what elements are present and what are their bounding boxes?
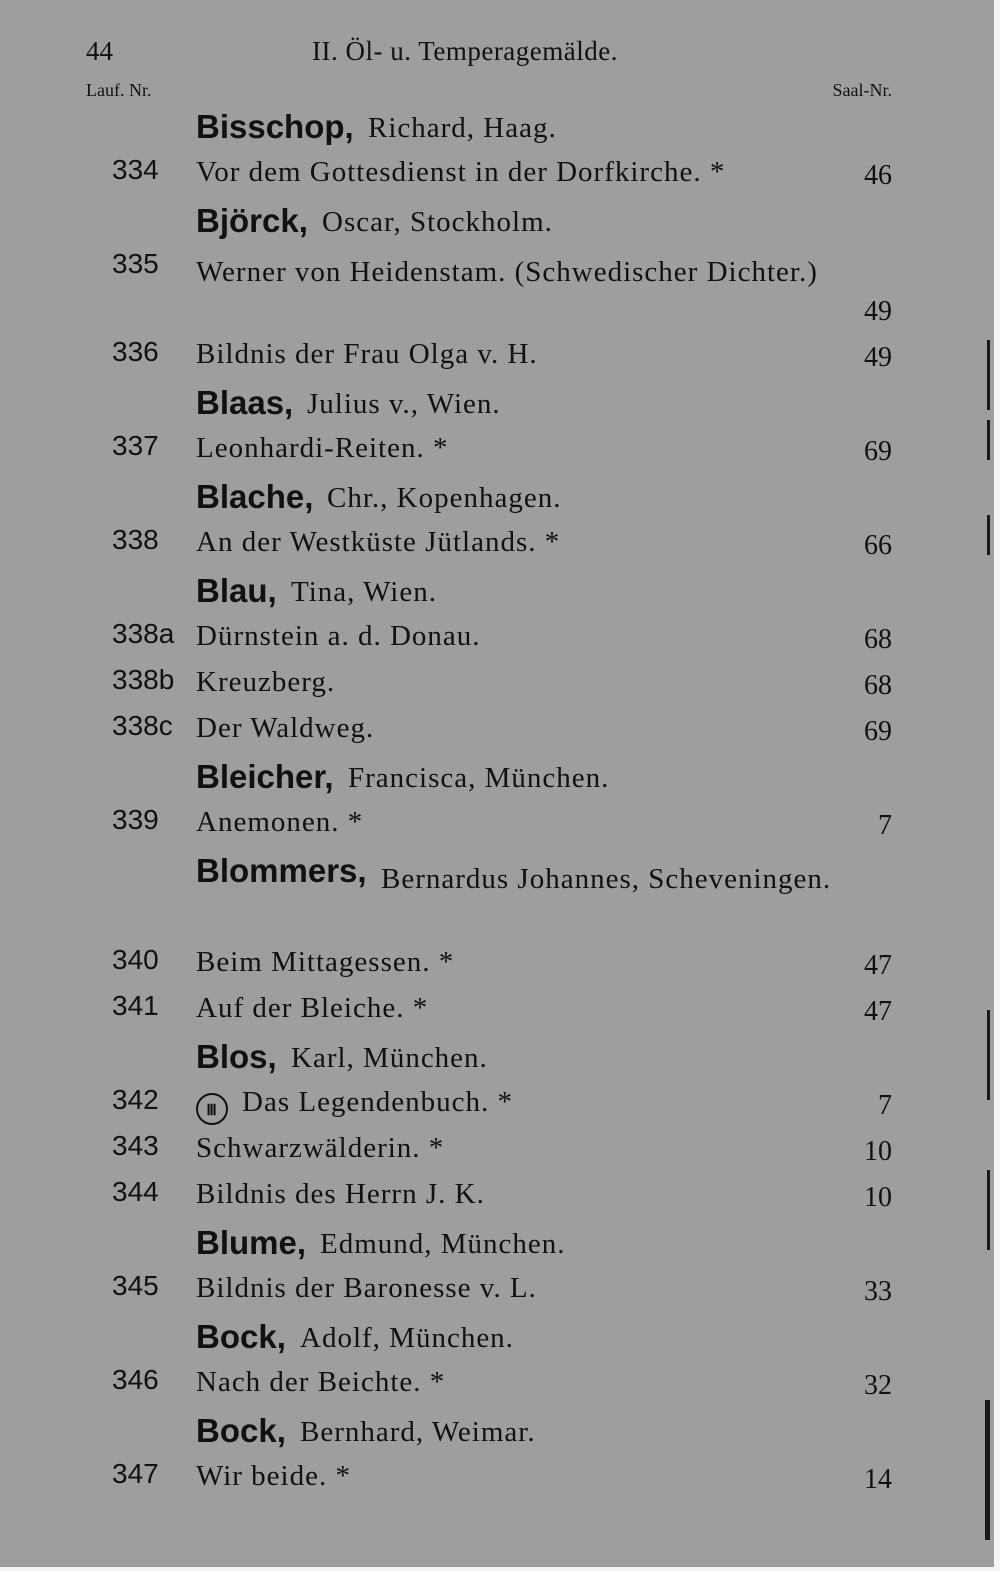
room-number: 68 [864, 670, 892, 701]
running-number: 345 [112, 1270, 159, 1301]
artwork-title: Bildnis des Herrn J. K. [196, 1178, 485, 1210]
catalog-entry [0, 710, 1000, 756]
room-number: 7 [878, 1090, 892, 1121]
artist-name: Bock, [196, 1318, 286, 1355]
catalog-entry [0, 1176, 1000, 1222]
artist-name: Blos, [196, 1038, 277, 1075]
artist-name: Bisschop, [196, 108, 354, 145]
artwork-title: Bildnis der Baronesse v. L. [196, 1272, 537, 1304]
room-number: 68 [864, 624, 892, 655]
artist-heading [0, 200, 1000, 248]
catalog-entry [0, 804, 1000, 850]
running-number: 346 [112, 1364, 159, 1395]
running-number: 336 [112, 336, 159, 367]
running-number-label: Lauf. Nr. [86, 80, 152, 100]
catalog-entry [0, 1270, 1000, 1316]
room-number: 7 [878, 810, 892, 841]
artist-first-name-and-city: Julius v., Wien. [307, 388, 501, 420]
artist-first-name-and-city: Bernardus Johannes, Scheveningen. [381, 863, 832, 895]
room-number: 49 [864, 296, 892, 327]
artist-heading [0, 1222, 1000, 1270]
catalog-entry [0, 618, 1000, 664]
artwork-title: Leonhardi-Reiten. * [196, 432, 449, 464]
artist-first-name-and-city: Karl, München. [291, 1042, 488, 1074]
artist-first-name-and-city: Bernhard, Weimar. [300, 1416, 536, 1448]
artist-first-name-and-city: Richard, Haag. [368, 112, 557, 144]
room-number: 47 [864, 950, 892, 981]
room-number: 10 [864, 1136, 892, 1167]
artist-first-name-and-city: Edmund, München. [320, 1228, 566, 1260]
room-number: 69 [864, 436, 892, 467]
artist-name: Blaas, [196, 384, 294, 421]
room-number-label: Saal-Nr. [832, 80, 892, 100]
running-number: 347 [112, 1458, 159, 1489]
artwork-title: An der Westküste Jütlands. * [196, 526, 561, 558]
catalog-entry [0, 990, 1000, 1036]
artist-first-name-and-city: Tina, Wien. [291, 576, 437, 608]
room-number: 49 [864, 342, 892, 373]
section-title: II. Öl- u. Temperagemälde. [312, 36, 618, 66]
running-number: 338a [112, 618, 175, 649]
artist-first-name-and-city: Adolf, München. [300, 1322, 514, 1354]
catalog-entry [0, 1364, 1000, 1410]
running-number: 337 [112, 430, 159, 461]
running-number: 339 [112, 804, 159, 835]
artist-heading [0, 476, 1000, 524]
artist-name: Björck, [196, 202, 308, 239]
artwork-title: Anemonen. * [196, 806, 364, 838]
catalog-entry [0, 524, 1000, 570]
room-number: 14 [864, 1464, 892, 1495]
artist-heading [0, 1316, 1000, 1364]
catalog-entry [0, 430, 1000, 476]
artwork-title: Werner von Heidenstam. (Schwedischer Dichter.) [196, 256, 818, 288]
column-labels [0, 80, 1000, 104]
running-number: 334 [112, 154, 159, 185]
artwork-title: Der Waldweg. [196, 712, 375, 744]
running-number: 338 [112, 524, 159, 555]
running-number: 341 [112, 990, 159, 1021]
artist-heading [0, 850, 1000, 944]
artist-first-name-and-city: Francisca, München. [348, 762, 610, 794]
artist-heading [0, 106, 1000, 154]
artist-name: Bleicher, [196, 758, 334, 795]
artist-name: Blommers, [196, 852, 367, 889]
artist-name: Blume, [196, 1224, 307, 1261]
artwork-title: Wir beide. * [196, 1460, 351, 1492]
running-head [0, 32, 1000, 72]
medal-icon: Ⅲ [196, 1093, 228, 1125]
catalog-entry [0, 1084, 1000, 1130]
room-number: 66 [864, 530, 892, 561]
artwork-title: Schwarzwälderin. * [196, 1132, 445, 1164]
catalog-entry [0, 248, 1000, 336]
running-number: 342 [112, 1084, 159, 1115]
room-number: 32 [864, 1370, 892, 1401]
artist-heading [0, 756, 1000, 804]
running-number: 335 [112, 248, 159, 279]
artwork-title: Vor dem Gottesdienst in der Dorfkirche. * [196, 156, 726, 188]
room-number: 46 [864, 160, 892, 191]
catalog-entry [0, 1458, 1000, 1504]
running-number: 338b [112, 664, 175, 695]
artist-heading [0, 570, 1000, 618]
artwork-title: Kreuzberg. [196, 666, 336, 698]
artist-heading [0, 1410, 1000, 1458]
artwork-title: Dürnstein a. d. Donau. [196, 620, 481, 652]
room-number: 47 [864, 996, 892, 1027]
room-number: 69 [864, 716, 892, 747]
catalog-entry [0, 1130, 1000, 1176]
page-number: 44 [86, 36, 113, 66]
artwork-title: Beim Mittagessen. * [196, 946, 455, 978]
room-number: 10 [864, 1182, 892, 1213]
running-number: 340 [112, 944, 159, 975]
catalog-entries [0, 106, 1000, 1504]
running-number: 344 [112, 1176, 159, 1207]
artist-first-name-and-city: Chr., Kopenhagen. [327, 482, 562, 514]
artist-name: Blau, [196, 572, 277, 609]
artwork-title: Auf der Bleiche. * [196, 992, 429, 1024]
catalog-entry [0, 944, 1000, 990]
artist-heading [0, 382, 1000, 430]
artwork-title-text: Das Legendenbuch. * [242, 1086, 514, 1118]
artist-first-name-and-city: Oscar, Stockholm. [322, 206, 553, 238]
catalog-entry [0, 664, 1000, 710]
running-number: 343 [112, 1130, 159, 1161]
room-number: 33 [864, 1276, 892, 1307]
artist-name: Bock, [196, 1412, 286, 1449]
catalog-entry [0, 154, 1000, 200]
artwork-title: Nach der Beichte. * [196, 1366, 446, 1398]
artist-name: Blache, [196, 478, 314, 515]
artwork-title: Bildnis der Frau Olga v. H. [196, 338, 538, 370]
page-edge-bottom [0, 1567, 1000, 1571]
artist-heading [0, 1036, 1000, 1084]
artwork-title [196, 1086, 513, 1125]
catalog-entry [0, 336, 1000, 382]
running-number: 338c [112, 710, 173, 741]
